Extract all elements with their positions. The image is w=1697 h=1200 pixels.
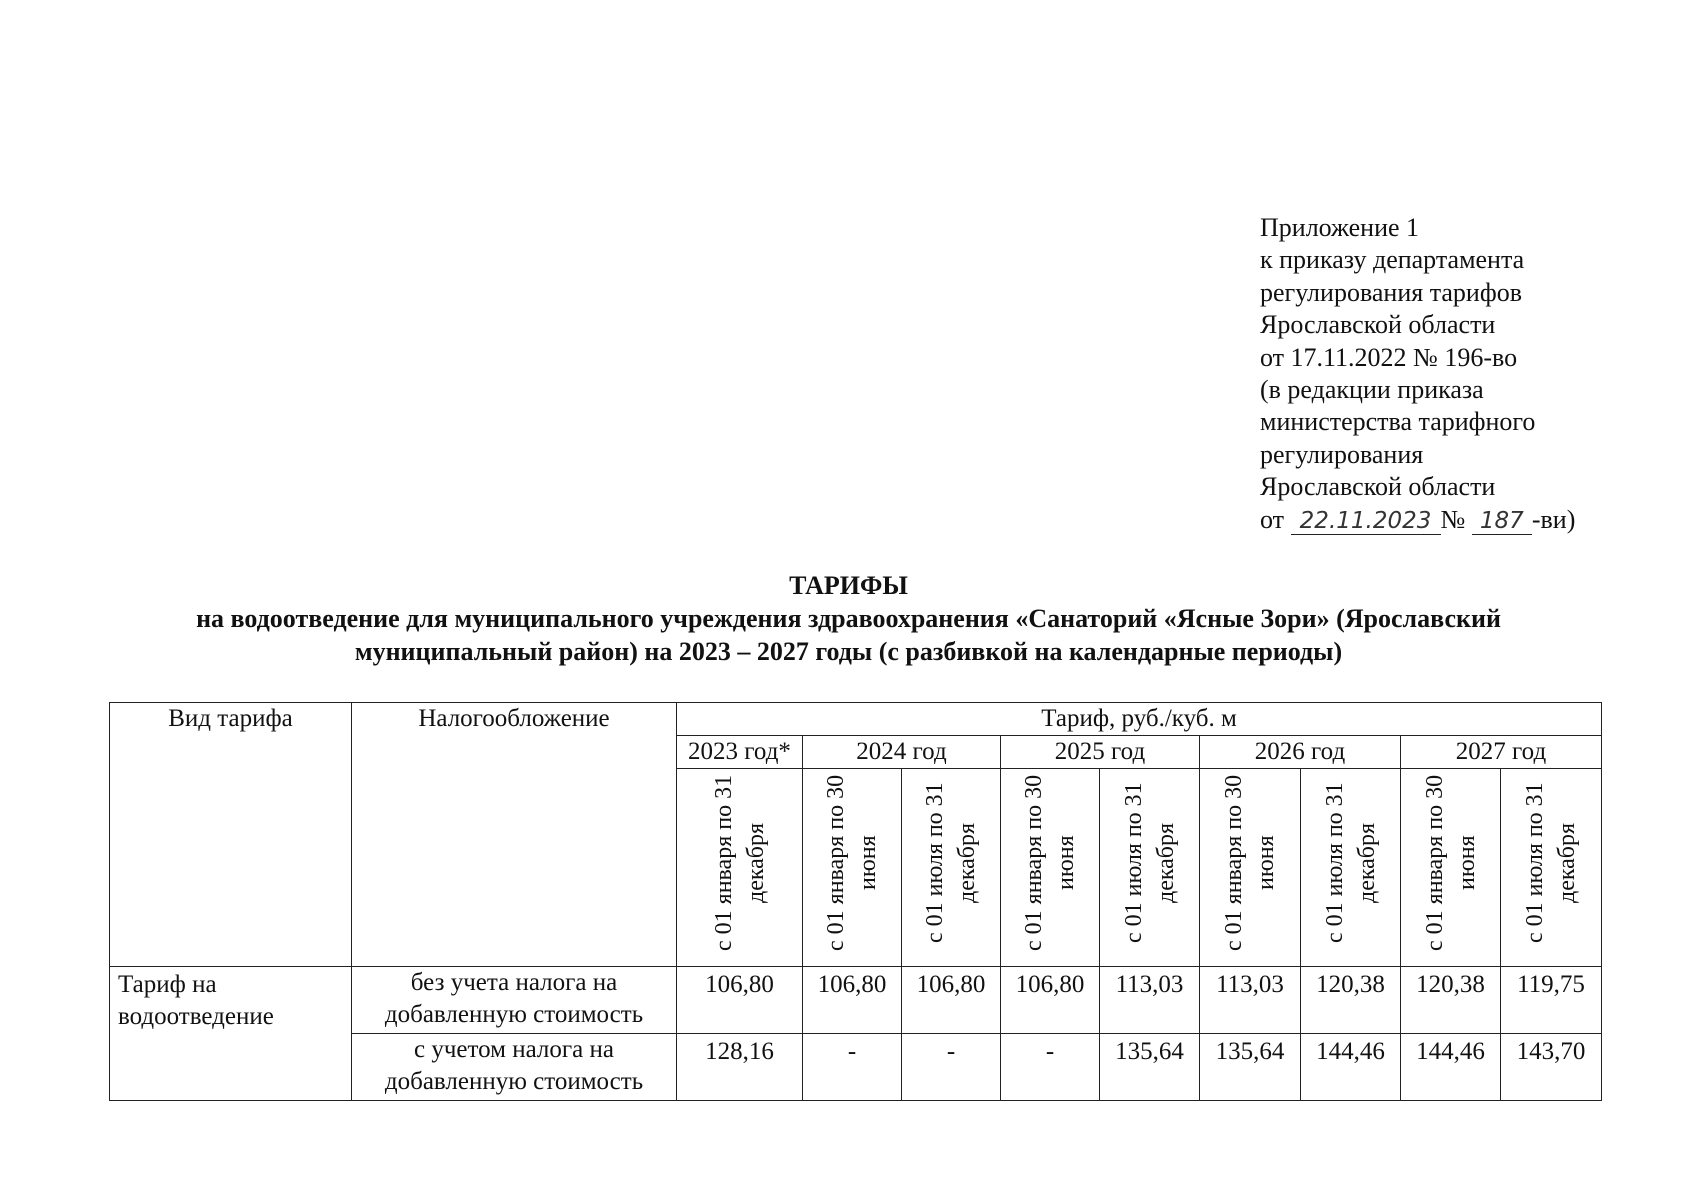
- handwritten-number: 187: [1472, 508, 1532, 535]
- header-year-2023: 2023 год*: [677, 736, 803, 769]
- title-line-2: на водоотведение для муниципального учреждения здравоохранения «Санаторий «Ясные Зори» (Ярославский: [196, 604, 1501, 633]
- value-cell: 106,80: [902, 967, 1001, 1034]
- number-sign: №: [1440, 504, 1466, 534]
- tax-cell: без учета налога на добавленную стоимость: [352, 967, 677, 1034]
- tariff-table: [109, 702, 1602, 1101]
- value-cell: 144,46: [1301, 1034, 1401, 1101]
- period-label: с 01 января по 30 июня: [1021, 774, 1079, 952]
- period-label: с 01 января по 30 июня: [1221, 774, 1279, 952]
- annex-line: Приложение 1: [1260, 213, 1420, 242]
- header-year-2026: 2026 год: [1200, 736, 1401, 769]
- header-year-2024: 2024 год: [803, 736, 1001, 769]
- value-cell: 143,70: [1501, 1034, 1602, 1101]
- table-row: [110, 967, 1602, 1034]
- value-cell: 120,38: [1301, 967, 1401, 1034]
- annex-line: Ярославской области: [1260, 472, 1496, 502]
- value-cell: 113,03: [1100, 967, 1200, 1034]
- row-label-tariff: Тариф на водоотведение: [110, 967, 352, 1101]
- value-cell: -: [1001, 1034, 1100, 1101]
- header-period: [902, 769, 1001, 967]
- annex-line: (в редакции приказа: [1260, 375, 1484, 405]
- header-year-2025: 2025 год: [1001, 736, 1200, 769]
- value-cell: 135,64: [1200, 1034, 1301, 1101]
- annex-block: [1260, 212, 1640, 536]
- period-label: с 01 июля по 31 декабря: [1321, 782, 1380, 944]
- value-cell: 128,16: [677, 1034, 803, 1101]
- annex-line: регулирования тарифов: [1260, 277, 1522, 307]
- header-period: [1401, 769, 1501, 967]
- value-cell: 106,80: [677, 967, 803, 1034]
- value-cell: 106,80: [803, 967, 902, 1034]
- value-cell: 135,64: [1100, 1034, 1200, 1101]
- title-heading: ТАРИФЫ: [789, 571, 908, 600]
- title-line-3: муниципальный район) на 2023 – 2027 годы (с разбивкой на календарные периоды): [354, 637, 1343, 666]
- annex-last-line: [1260, 504, 1640, 536]
- value-cell: -: [902, 1034, 1001, 1101]
- header-period: [803, 769, 902, 967]
- handwritten-date: 22.11.2023: [1291, 508, 1441, 535]
- value-cell: 144,46: [1401, 1034, 1501, 1101]
- period-label: с 01 июля по 31 декабря: [922, 782, 980, 944]
- value-cell: 113,03: [1200, 967, 1301, 1034]
- annex-last-suffix: -ви): [1531, 504, 1576, 534]
- value-cell: 120,38: [1401, 967, 1501, 1034]
- value-cell: -: [803, 1034, 902, 1101]
- annex-line: к приказу департамента: [1260, 245, 1525, 275]
- header-tariff-unit: Тариф, руб./куб. м: [677, 703, 1602, 736]
- tax-cell: с учетом налога на добавленную стоимость: [352, 1034, 677, 1101]
- annex-line: от 17.11.2022 № 196-во: [1260, 342, 1518, 372]
- period-label: с 01 января по 30 июня: [823, 774, 881, 952]
- header-period: [1501, 769, 1602, 967]
- header-period: [1100, 769, 1200, 967]
- annex-line: Ярославской области: [1260, 310, 1496, 340]
- header-year-2027: 2027 год: [1401, 736, 1602, 769]
- period-label: с 01 июля по 31 декабря: [1522, 782, 1580, 944]
- header-period: [1200, 769, 1301, 967]
- annex-line: регулирования: [1260, 439, 1424, 469]
- header-taxation: Налогообложение: [352, 703, 677, 967]
- annex-last-prefix: от: [1260, 504, 1285, 534]
- header-period: [1301, 769, 1401, 967]
- value-cell: 119,75: [1501, 967, 1602, 1034]
- header-tariff-type: Вид тарифа: [110, 703, 352, 967]
- header-period: [677, 769, 803, 967]
- period-label: с 01 июля по 31 декабря: [1120, 782, 1179, 944]
- header-period: [1001, 769, 1100, 967]
- annex-line: министерства тарифного: [1260, 407, 1536, 437]
- period-label: с 01 января по 30 июня: [1421, 774, 1480, 952]
- period-label: с 01 января по 31 декабря: [710, 774, 769, 952]
- value-cell: 106,80: [1001, 967, 1100, 1034]
